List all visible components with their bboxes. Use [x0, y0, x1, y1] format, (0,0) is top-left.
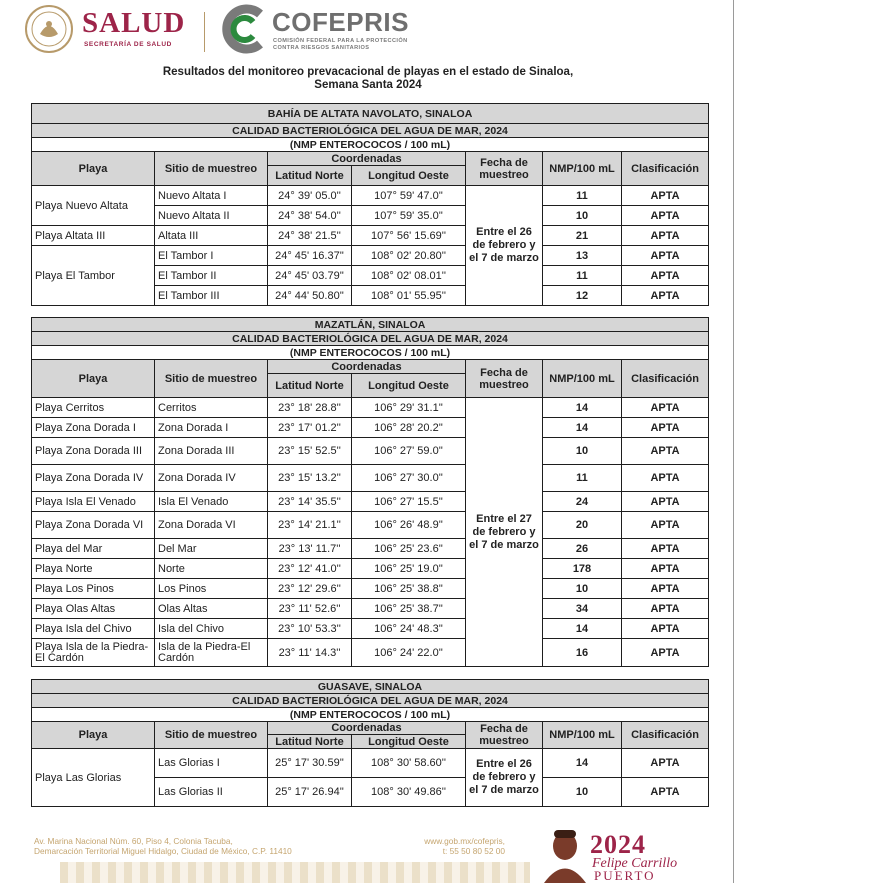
- col-header-nmp: NMP/100 mL: [543, 722, 622, 749]
- cell-playa: Playa Isla del Chivo: [32, 619, 155, 639]
- cell-clasificacion: APTA: [622, 778, 709, 807]
- cell-sitio: Zona Dorada IV: [155, 465, 268, 492]
- col-header-sitio: Sitio de muestreo: [155, 152, 268, 186]
- cell-longitud: 106° 27' 30.0'': [352, 465, 466, 492]
- header-divider: [204, 12, 205, 52]
- cell-clasificacion: APTA: [622, 639, 709, 667]
- cell-longitud: 108° 30' 49.86'': [352, 778, 466, 807]
- cell-fecha: Entre el 26 de febrero y el 7 de marzo: [466, 749, 543, 807]
- cell-latitud: 24° 45' 16.37'': [268, 246, 352, 266]
- cell-sitio: Altata III: [155, 226, 268, 246]
- felipe-carrillo-text: Felipe Carrillo: [592, 856, 678, 871]
- cell-latitud: 24° 38' 21.5'': [268, 226, 352, 246]
- cell-latitud: 24° 44' 50.80'': [268, 286, 352, 306]
- cell-latitud: 23° 14' 35.5'': [268, 492, 352, 512]
- cell-latitud: 24° 38' 54.0'': [268, 206, 352, 226]
- cell-longitud: 106° 24' 22.0'': [352, 639, 466, 667]
- footer-pattern: [60, 862, 530, 883]
- col-header-playa: Playa: [32, 722, 155, 749]
- cell-sitio: Del Mar: [155, 539, 268, 559]
- cell-longitud: 107° 59' 35.0'': [352, 206, 466, 226]
- cell-nmp: 10: [543, 438, 622, 465]
- cell-longitud: 106° 24' 48.3'': [352, 619, 466, 639]
- table-row: [32, 539, 709, 559]
- cell-clasificacion: APTA: [622, 438, 709, 465]
- cell-nmp: 14: [543, 619, 622, 639]
- col-header-longitud: Longitud Oeste: [352, 735, 466, 749]
- cell-clasificacion: APTA: [622, 266, 709, 286]
- footer-address-line1: Av. Marina Nacional Núm. 60, Piso 4, Colonia Tacuba,: [34, 836, 233, 846]
- col-header-clasificacion: Clasificación: [622, 360, 709, 398]
- cell-latitud: 23° 12' 41.0'': [268, 559, 352, 579]
- col-header-sitio: Sitio de muestreo: [155, 360, 268, 398]
- cell-playa: Playa Zona Dorada VI: [32, 512, 155, 539]
- cell-nmp: 14: [543, 749, 622, 778]
- cell-sitio: Las Glorias I: [155, 749, 268, 778]
- cell-sitio: El Tambor II: [155, 266, 268, 286]
- region-title: GUASAVE, SINALOA: [32, 680, 709, 694]
- footer-address-line2: Demarcación Territorial Miguel Hidalgo, Ciudad de México, C.P. 11410: [34, 846, 292, 856]
- table-row: [32, 579, 709, 599]
- quality-title: CALIDAD BACTERIOLÓGICA DEL AGUA DE MAR, 2024: [32, 694, 709, 708]
- cell-clasificacion: APTA: [622, 539, 709, 559]
- table-row: [32, 749, 709, 778]
- cell-sitio: Norte: [155, 559, 268, 579]
- cell-nmp: 10: [543, 579, 622, 599]
- cell-playa: Playa Isla de la Piedra-El Cardón: [32, 639, 155, 667]
- puerto-text: PUERTO: [594, 868, 656, 883]
- col-header-nmp: NMP/100 mL: [543, 152, 622, 186]
- col-header-clasificacion: Clasificación: [622, 152, 709, 186]
- cell-sitio: Las Glorias II: [155, 778, 268, 807]
- cell-nmp: 16: [543, 639, 622, 667]
- col-header-fecha: Fecha de muestreo: [466, 152, 543, 186]
- cell-playa: Playa Zona Dorada IV: [32, 465, 155, 492]
- cell-playa: Playa Zona Dorada III: [32, 438, 155, 465]
- cell-clasificacion: APTA: [622, 579, 709, 599]
- cell-longitud: 106° 28' 20.2'': [352, 418, 466, 438]
- cell-longitud: 108° 02' 08.01'': [352, 266, 466, 286]
- cell-latitud: 23° 11' 14.3'': [268, 639, 352, 667]
- cell-clasificacion: APTA: [622, 206, 709, 226]
- footer-address: [34, 836, 292, 856]
- cell-longitud: 107° 56' 15.69'': [352, 226, 466, 246]
- table-row: [32, 438, 709, 465]
- cell-nmp: 10: [543, 206, 622, 226]
- cell-longitud: 106° 25' 38.8'': [352, 579, 466, 599]
- cell-nmp: 10: [543, 778, 622, 807]
- cell-sitio: Zona Dorada I: [155, 418, 268, 438]
- table-row: [32, 418, 709, 438]
- col-header-coordenadas: Coordenadas: [268, 722, 466, 735]
- cofepris-logo-text: COFEPRIS: [272, 7, 409, 37]
- col-header-nmp: NMP/100 mL: [543, 360, 622, 398]
- footer-contact: [408, 836, 505, 856]
- col-header-latitud: Latitud Norte: [268, 735, 352, 749]
- cofepris-subtitle-line1: COMISIÓN FEDERAL PARA LA PROTECCIÓN: [273, 38, 408, 44]
- cell-sitio: Nuevo Altata I: [155, 186, 268, 206]
- cell-sitio: El Tambor I: [155, 246, 268, 266]
- cell-sitio: Los Pinos: [155, 579, 268, 599]
- cell-playa: Playa Cerritos: [32, 398, 155, 418]
- cell-sitio: Zona Dorada VI: [155, 512, 268, 539]
- table-row: [32, 226, 709, 246]
- col-header-latitud: Latitud Norte: [268, 166, 352, 186]
- cell-sitio: Zona Dorada III: [155, 438, 268, 465]
- cell-longitud: 108° 01' 55.95'': [352, 286, 466, 306]
- unit-title: (NMP ENTEROCOCOS / 100 mL): [32, 346, 709, 360]
- cell-latitud: 23° 18' 28.8'': [268, 398, 352, 418]
- cell-clasificacion: APTA: [622, 186, 709, 206]
- region-title: BAHÍA DE ALTATA NAVOLATO, SINALOA: [32, 104, 709, 124]
- table-row: [32, 639, 709, 667]
- cell-fecha: Entre el 26 de febrero y el 7 de marzo: [466, 186, 543, 306]
- cell-sitio: Isla de la Piedra-El Cardón: [155, 639, 268, 667]
- col-header-coordenadas: Coordenadas: [268, 360, 466, 374]
- table-row: [32, 492, 709, 512]
- cell-latitud: 23° 11' 52.6'': [268, 599, 352, 619]
- col-header-fecha: Fecha de muestreo: [466, 722, 543, 749]
- cell-clasificacion: APTA: [622, 619, 709, 639]
- cell-nmp: 20: [543, 512, 622, 539]
- cell-clasificacion: APTA: [622, 599, 709, 619]
- cell-longitud: 107° 59' 47.0'': [352, 186, 466, 206]
- col-header-sitio: Sitio de muestreo: [155, 722, 268, 749]
- salud-subtitle: SECRETARÍA DE SALUD: [84, 41, 172, 48]
- cell-clasificacion: APTA: [622, 749, 709, 778]
- table-row: [32, 186, 709, 206]
- cell-longitud: 106° 25' 38.7'': [352, 599, 466, 619]
- cell-longitud: 108° 02' 20.80'': [352, 246, 466, 266]
- cell-longitud: 106° 26' 48.9'': [352, 512, 466, 539]
- cell-latitud: 23° 17' 01.2'': [268, 418, 352, 438]
- cell-playa: Playa Norte: [32, 559, 155, 579]
- cell-latitud: 23° 15' 13.2'': [268, 465, 352, 492]
- document-title: [30, 66, 706, 92]
- cell-nmp: 12: [543, 286, 622, 306]
- title-line-1: Resultados del monitoreo prevacacional de playas en el estado de Sinaloa,: [162, 66, 574, 78]
- cell-longitud: 106° 27' 59.0'': [352, 438, 466, 465]
- portrait-icon: [540, 826, 590, 883]
- cell-nmp: 34: [543, 599, 622, 619]
- col-header-latitud: Latitud Norte: [268, 374, 352, 398]
- cell-longitud: 106° 29' 31.1'': [352, 398, 466, 418]
- cell-sitio: Isla El Venado: [155, 492, 268, 512]
- col-header-coordenadas: Coordenadas: [268, 152, 466, 166]
- unit-title: (NMP ENTEROCOCOS / 100 mL): [32, 138, 709, 152]
- cell-clasificacion: APTA: [622, 418, 709, 438]
- table-row: [32, 465, 709, 492]
- table-row: [32, 398, 709, 418]
- title-line-2: Semana Santa 2024: [314, 79, 422, 91]
- cell-nmp: 178: [543, 559, 622, 579]
- cell-sitio: El Tambor III: [155, 286, 268, 306]
- col-header-clasificacion: Clasificación: [622, 722, 709, 749]
- cell-playa: Playa Nuevo Altata: [32, 186, 155, 226]
- table-row: [32, 512, 709, 539]
- cell-latitud: 23° 15' 52.5'': [268, 438, 352, 465]
- cell-sitio: Olas Altas: [155, 599, 268, 619]
- cell-clasificacion: APTA: [622, 246, 709, 266]
- cell-latitud: 23° 14' 21.1'': [268, 512, 352, 539]
- cell-nmp: 14: [543, 418, 622, 438]
- cell-latitud: 23° 13' 11.7'': [268, 539, 352, 559]
- cell-clasificacion: APTA: [622, 226, 709, 246]
- cofepris-subtitle: [273, 38, 408, 52]
- cell-longitud: 106° 25' 23.6'': [352, 539, 466, 559]
- cell-latitud: 24° 45' 03.79'': [268, 266, 352, 286]
- table-row: [32, 246, 709, 266]
- cell-nmp: 24: [543, 492, 622, 512]
- salud-logo-text: SALUD: [82, 7, 186, 39]
- quality-title: CALIDAD BACTERIOLÓGICA DEL AGUA DE MAR, 2024: [32, 332, 709, 346]
- results-table-altata: [31, 103, 709, 306]
- cell-longitud: 106° 27' 15.5'': [352, 492, 466, 512]
- cell-nmp: 11: [543, 186, 622, 206]
- cell-nmp: 13: [543, 246, 622, 266]
- cell-latitud: 23° 10' 53.3'': [268, 619, 352, 639]
- year-badge: 2024: [590, 830, 646, 859]
- cell-sitio: Cerritos: [155, 398, 268, 418]
- quality-title: CALIDAD BACTERIOLÓGICA DEL AGUA DE MAR, 2024: [32, 124, 709, 138]
- national-seal-icon: [24, 4, 74, 54]
- cell-clasificacion: APTA: [622, 559, 709, 579]
- cell-sitio: Nuevo Altata II: [155, 206, 268, 226]
- cell-clasificacion: APTA: [622, 465, 709, 492]
- cell-latitud: 23° 12' 29.6'': [268, 579, 352, 599]
- header: [24, 4, 464, 56]
- cell-clasificacion: APTA: [622, 492, 709, 512]
- unit-title: (NMP ENTEROCOCOS / 100 mL): [32, 708, 709, 722]
- table-row: [32, 619, 709, 639]
- cell-playa: Playa El Tambor: [32, 246, 155, 306]
- cell-clasificacion: APTA: [622, 398, 709, 418]
- cell-playa: Playa Isla El Venado: [32, 492, 155, 512]
- cell-clasificacion: APTA: [622, 512, 709, 539]
- cofepris-logo-icon: [220, 2, 266, 56]
- cell-playa: Playa Olas Altas: [32, 599, 155, 619]
- cell-nmp: 21: [543, 226, 622, 246]
- footer-phone: t: 55 50 80 52 00: [442, 846, 505, 856]
- table-row: [32, 559, 709, 579]
- cell-latitud: 25° 17' 26.94'': [268, 778, 352, 807]
- cell-playa: Playa Los Pinos: [32, 579, 155, 599]
- region-title: MAZATLÁN, SINALOA: [32, 318, 709, 332]
- cell-nmp: 26: [543, 539, 622, 559]
- col-header-playa: Playa: [32, 152, 155, 186]
- results-table-guasave: [31, 679, 709, 807]
- cell-clasificacion: APTA: [622, 286, 709, 306]
- col-header-longitud: Longitud Oeste: [352, 166, 466, 186]
- results-table-mazatlan: [31, 317, 709, 667]
- cell-playa: Playa del Mar: [32, 539, 155, 559]
- cell-playa: Playa Zona Dorada I: [32, 418, 155, 438]
- cell-nmp: 11: [543, 266, 622, 286]
- cell-nmp: 14: [543, 398, 622, 418]
- cofepris-subtitle-line2: CONTRA RIESGOS SANITARIOS: [273, 45, 370, 51]
- footer-website: www.gob.mx/cofepris,: [424, 836, 505, 846]
- cell-latitud: 24° 39' 05.0'': [268, 186, 352, 206]
- cell-longitud: 106° 25' 19.0'': [352, 559, 466, 579]
- col-header-fecha: Fecha de muestreo: [466, 360, 543, 398]
- table-row: [32, 599, 709, 619]
- col-header-playa: Playa: [32, 360, 155, 398]
- cell-latitud: 25° 17' 30.59'': [268, 749, 352, 778]
- cell-playa: Playa Las Glorias: [32, 749, 155, 807]
- cell-nmp: 11: [543, 465, 622, 492]
- cell-fecha: Entre el 27 de febrero y el 7 de marzo: [466, 398, 543, 667]
- cell-sitio: Isla del Chivo: [155, 619, 268, 639]
- cell-playa: Playa Altata III: [32, 226, 155, 246]
- col-header-longitud: Longitud Oeste: [352, 374, 466, 398]
- cell-longitud: 108° 30' 58.60'': [352, 749, 466, 778]
